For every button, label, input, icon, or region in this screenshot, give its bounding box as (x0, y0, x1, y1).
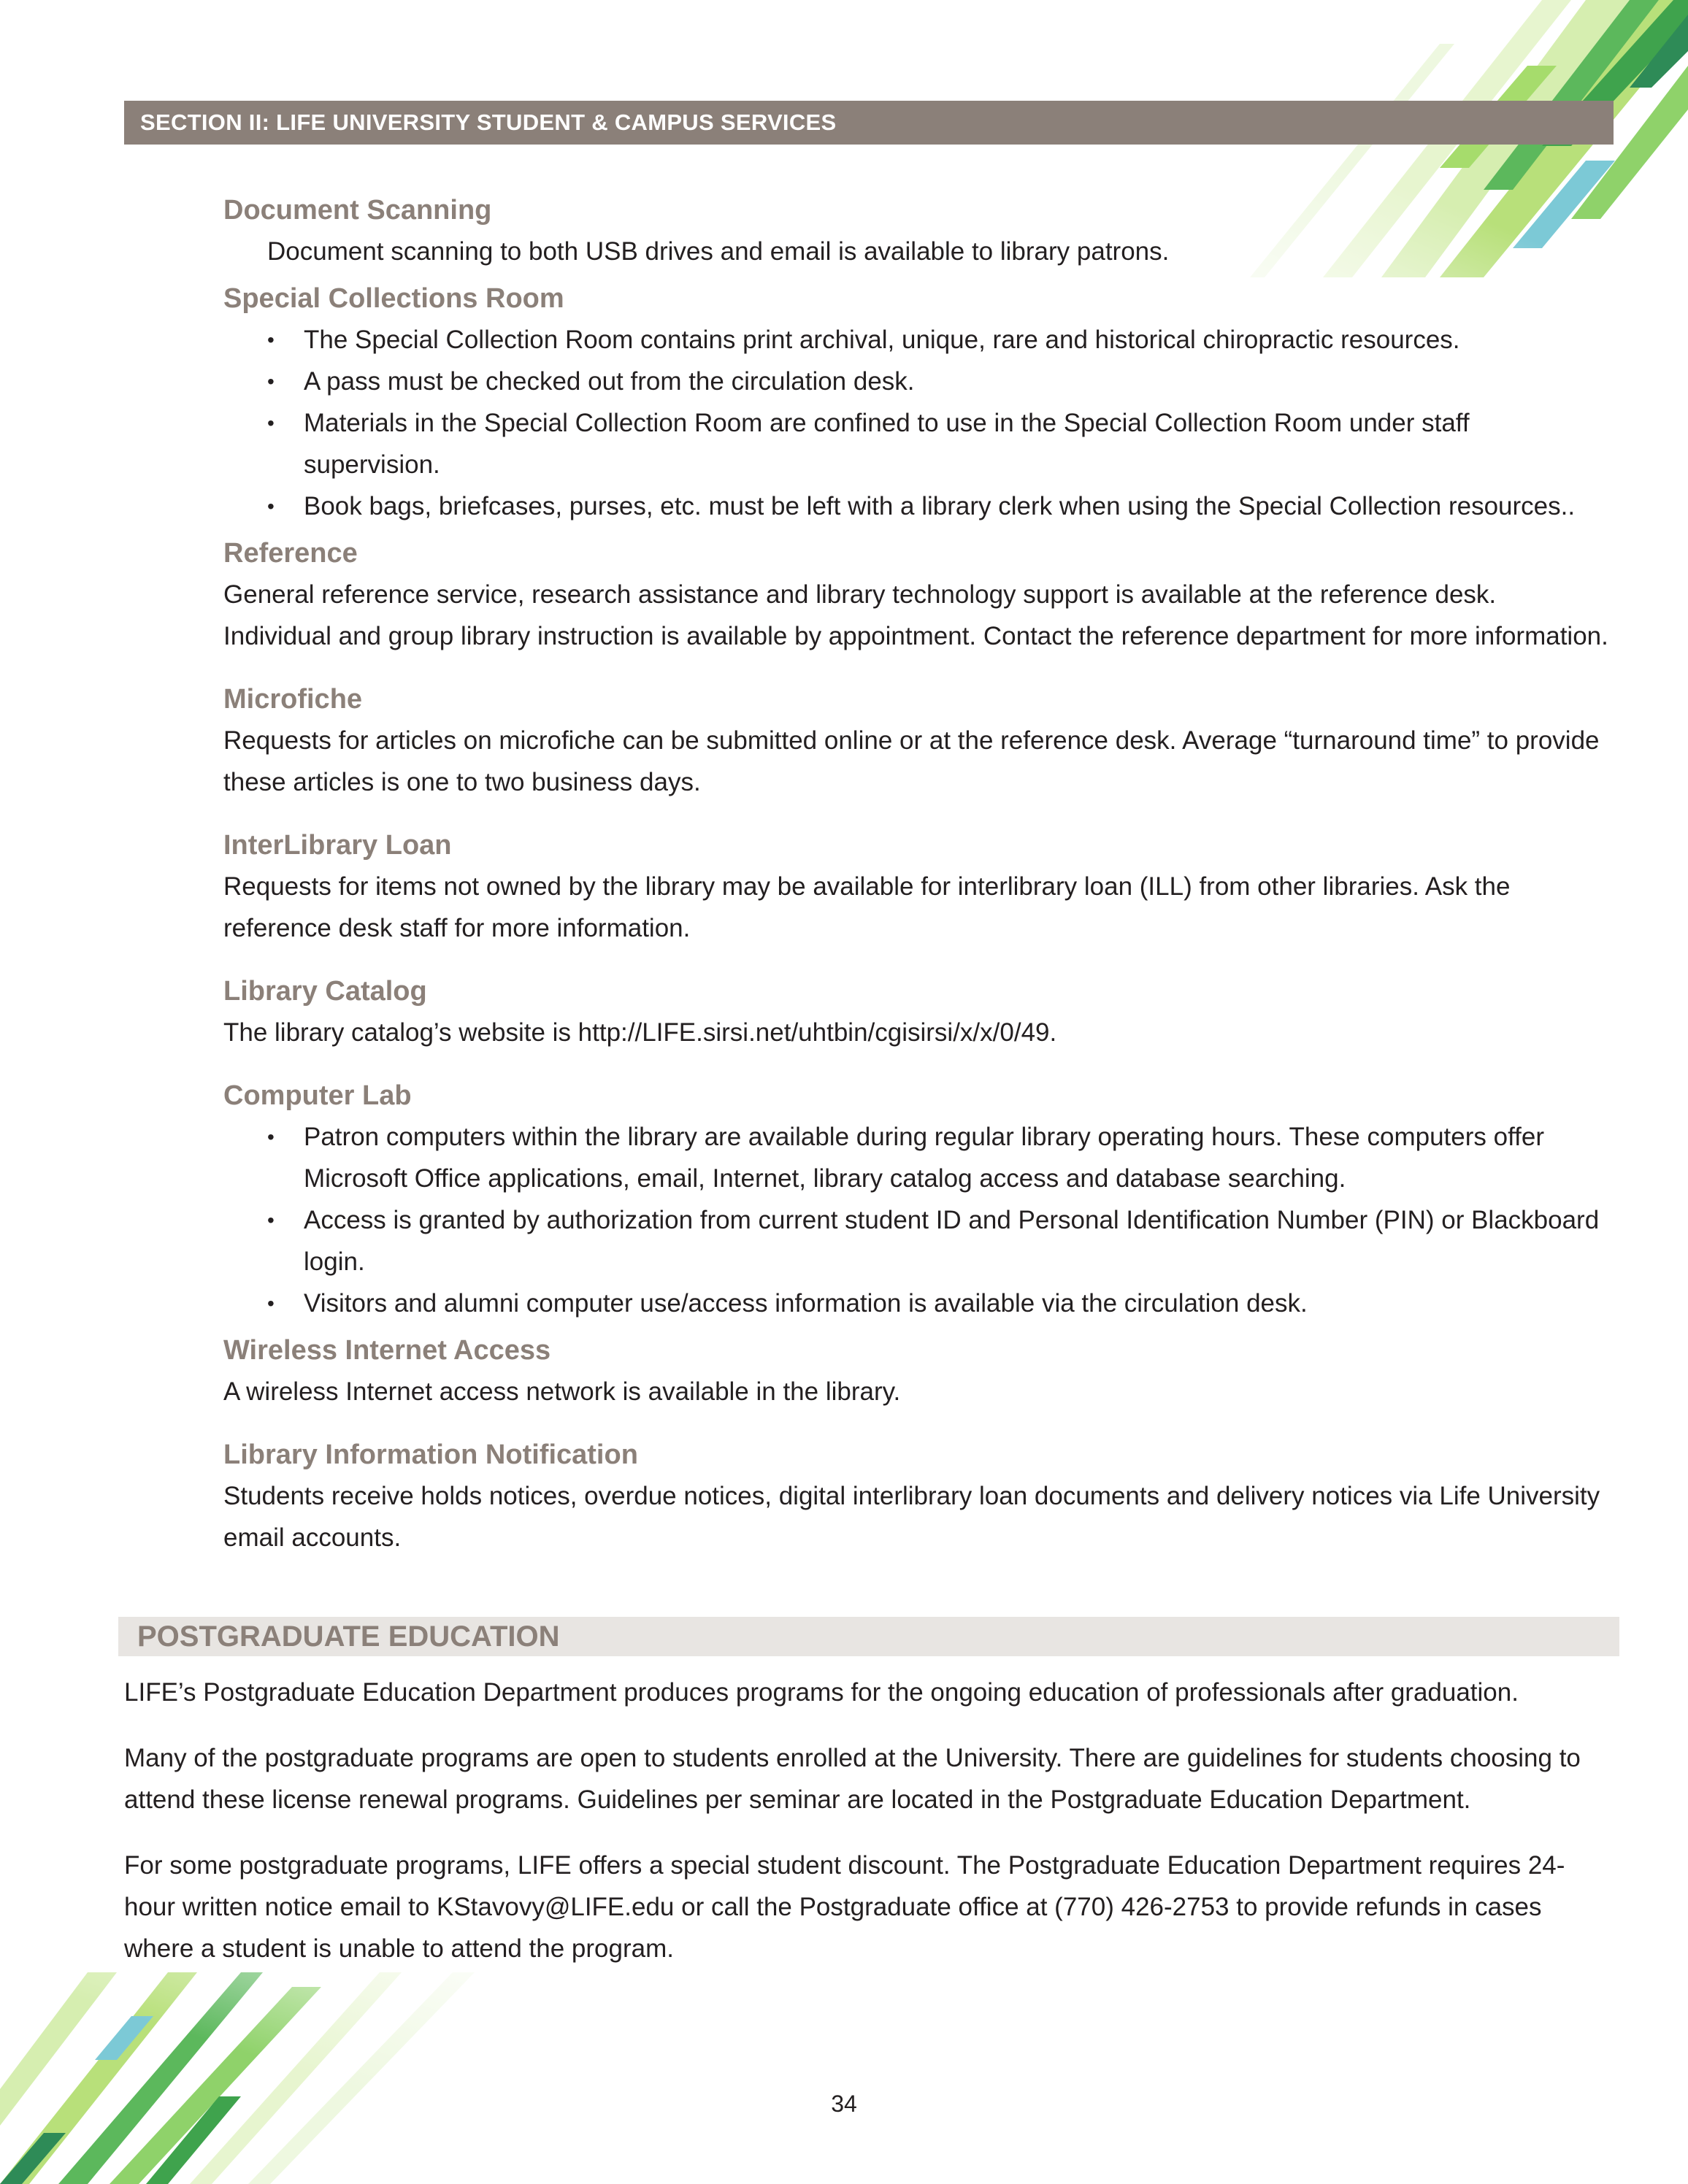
heading-special-collections: Special Collections Room (223, 283, 564, 314)
heading-library-catalog: Library Catalog (223, 976, 427, 1007)
postgraduate-content (124, 1672, 1614, 1993)
page-number: 34 (831, 2091, 857, 2117)
text-interlibrary-loan: Requests for items not owned by the library may be available for interlibrary loan (ILL) from other libraries. Ask the reference desk staff for more information. (223, 872, 1511, 942)
section-header-bar: SECTION II: LIFE UNIVERSITY STUDENT & CAMPUS SERVICES (124, 101, 1614, 145)
heading-computer-lab: Computer Lab (223, 1080, 412, 1111)
computer-lab-list (223, 1116, 1611, 1324)
heading-wireless-internet: Wireless Internet Access (223, 1335, 551, 1366)
heading-reference: Reference (223, 538, 358, 569)
heading-microfiche: Microfiche (223, 684, 363, 715)
postgraduate-paragraph: LIFE’s Postgraduate Education Department produces programs for the ongoing education of professionals after graduation. (124, 1678, 1519, 1707)
postgraduate-paragraph: For some postgraduate programs, LIFE offers a special student discount. The Postgraduate Education Department requires 24-hour written notice email to KStavovy@LIFE.edu or call the Postgraduate office at (770) 426-2753 to provide refunds in cases where a student is unable to attend the program. (124, 1851, 1565, 1963)
list-item: • Access is granted by authorization from current student ID and Personal Identification Number (PIN) or Blackboard login. (223, 1199, 1611, 1283)
postgraduate-heading-bar: POSTGRADUATE EDUCATION (118, 1617, 1619, 1656)
library-services-content (223, 190, 1611, 1558)
list-item: • Visitors and alumni computer use/access information is available via the circulation desk. (223, 1283, 1611, 1324)
text-reference: General reference service, research assistance and library technology support is available at the reference desk. Individual and group library instruction is available by appointment. Contact the reference department for more information. (223, 580, 1608, 650)
heading-document-scanning: Document Scanning (223, 195, 492, 226)
postgraduate-paragraph: Many of the postgraduate programs are open to students enrolled at the University. There are guidelines for students choosing to attend these license renewal programs. Guidelines per seminar are located in the Postgraduate Education Department. (124, 1744, 1581, 1814)
list-item: • Book bags, briefcases, purses, etc. must be left with a library clerk when using the Special Collection resources.. (223, 485, 1611, 527)
text-microfiche: Requests for articles on microfiche can be submitted online or at the reference desk. Average “turnaround time” to provide these articles is one to two business days. (223, 726, 1600, 796)
heading-interlibrary-loan: InterLibrary Loan (223, 830, 452, 861)
list-item: • A pass must be checked out from the circulation desk. (223, 361, 1611, 402)
decorative-stripes-bottom (0, 1972, 642, 2184)
text-library-catalog: The library catalog’s website is http://LIFE.sirsi.net/uhtbin/cgisirsi/x/x/0/49. (223, 1018, 1057, 1047)
heading-library-notification: Library Information Notification (223, 1439, 638, 1470)
list-item: • Patron computers within the library are available during regular library operating hours. These computers offer Microsoft Office applications, email, Internet, library catalog access and database searching. (223, 1116, 1611, 1199)
special-collections-list (223, 319, 1611, 527)
text-wireless-internet: A wireless Internet access network is available in the library. (223, 1377, 901, 1406)
list-item: • The Special Collection Room contains print archival, unique, rare and historical chiropractic resources. (223, 319, 1611, 361)
text-library-notification: Students receive holds notices, overdue notices, digital interlibrary loan documents and delivery notices via Life University email accounts. (223, 1482, 1600, 1552)
text-document-scanning: Document scanning to both USB drives and email is available to library patrons. (267, 237, 1170, 266)
list-item: • Materials in the Special Collection Room are confined to use in the Special Collection Room under staff supervision. (223, 402, 1611, 485)
